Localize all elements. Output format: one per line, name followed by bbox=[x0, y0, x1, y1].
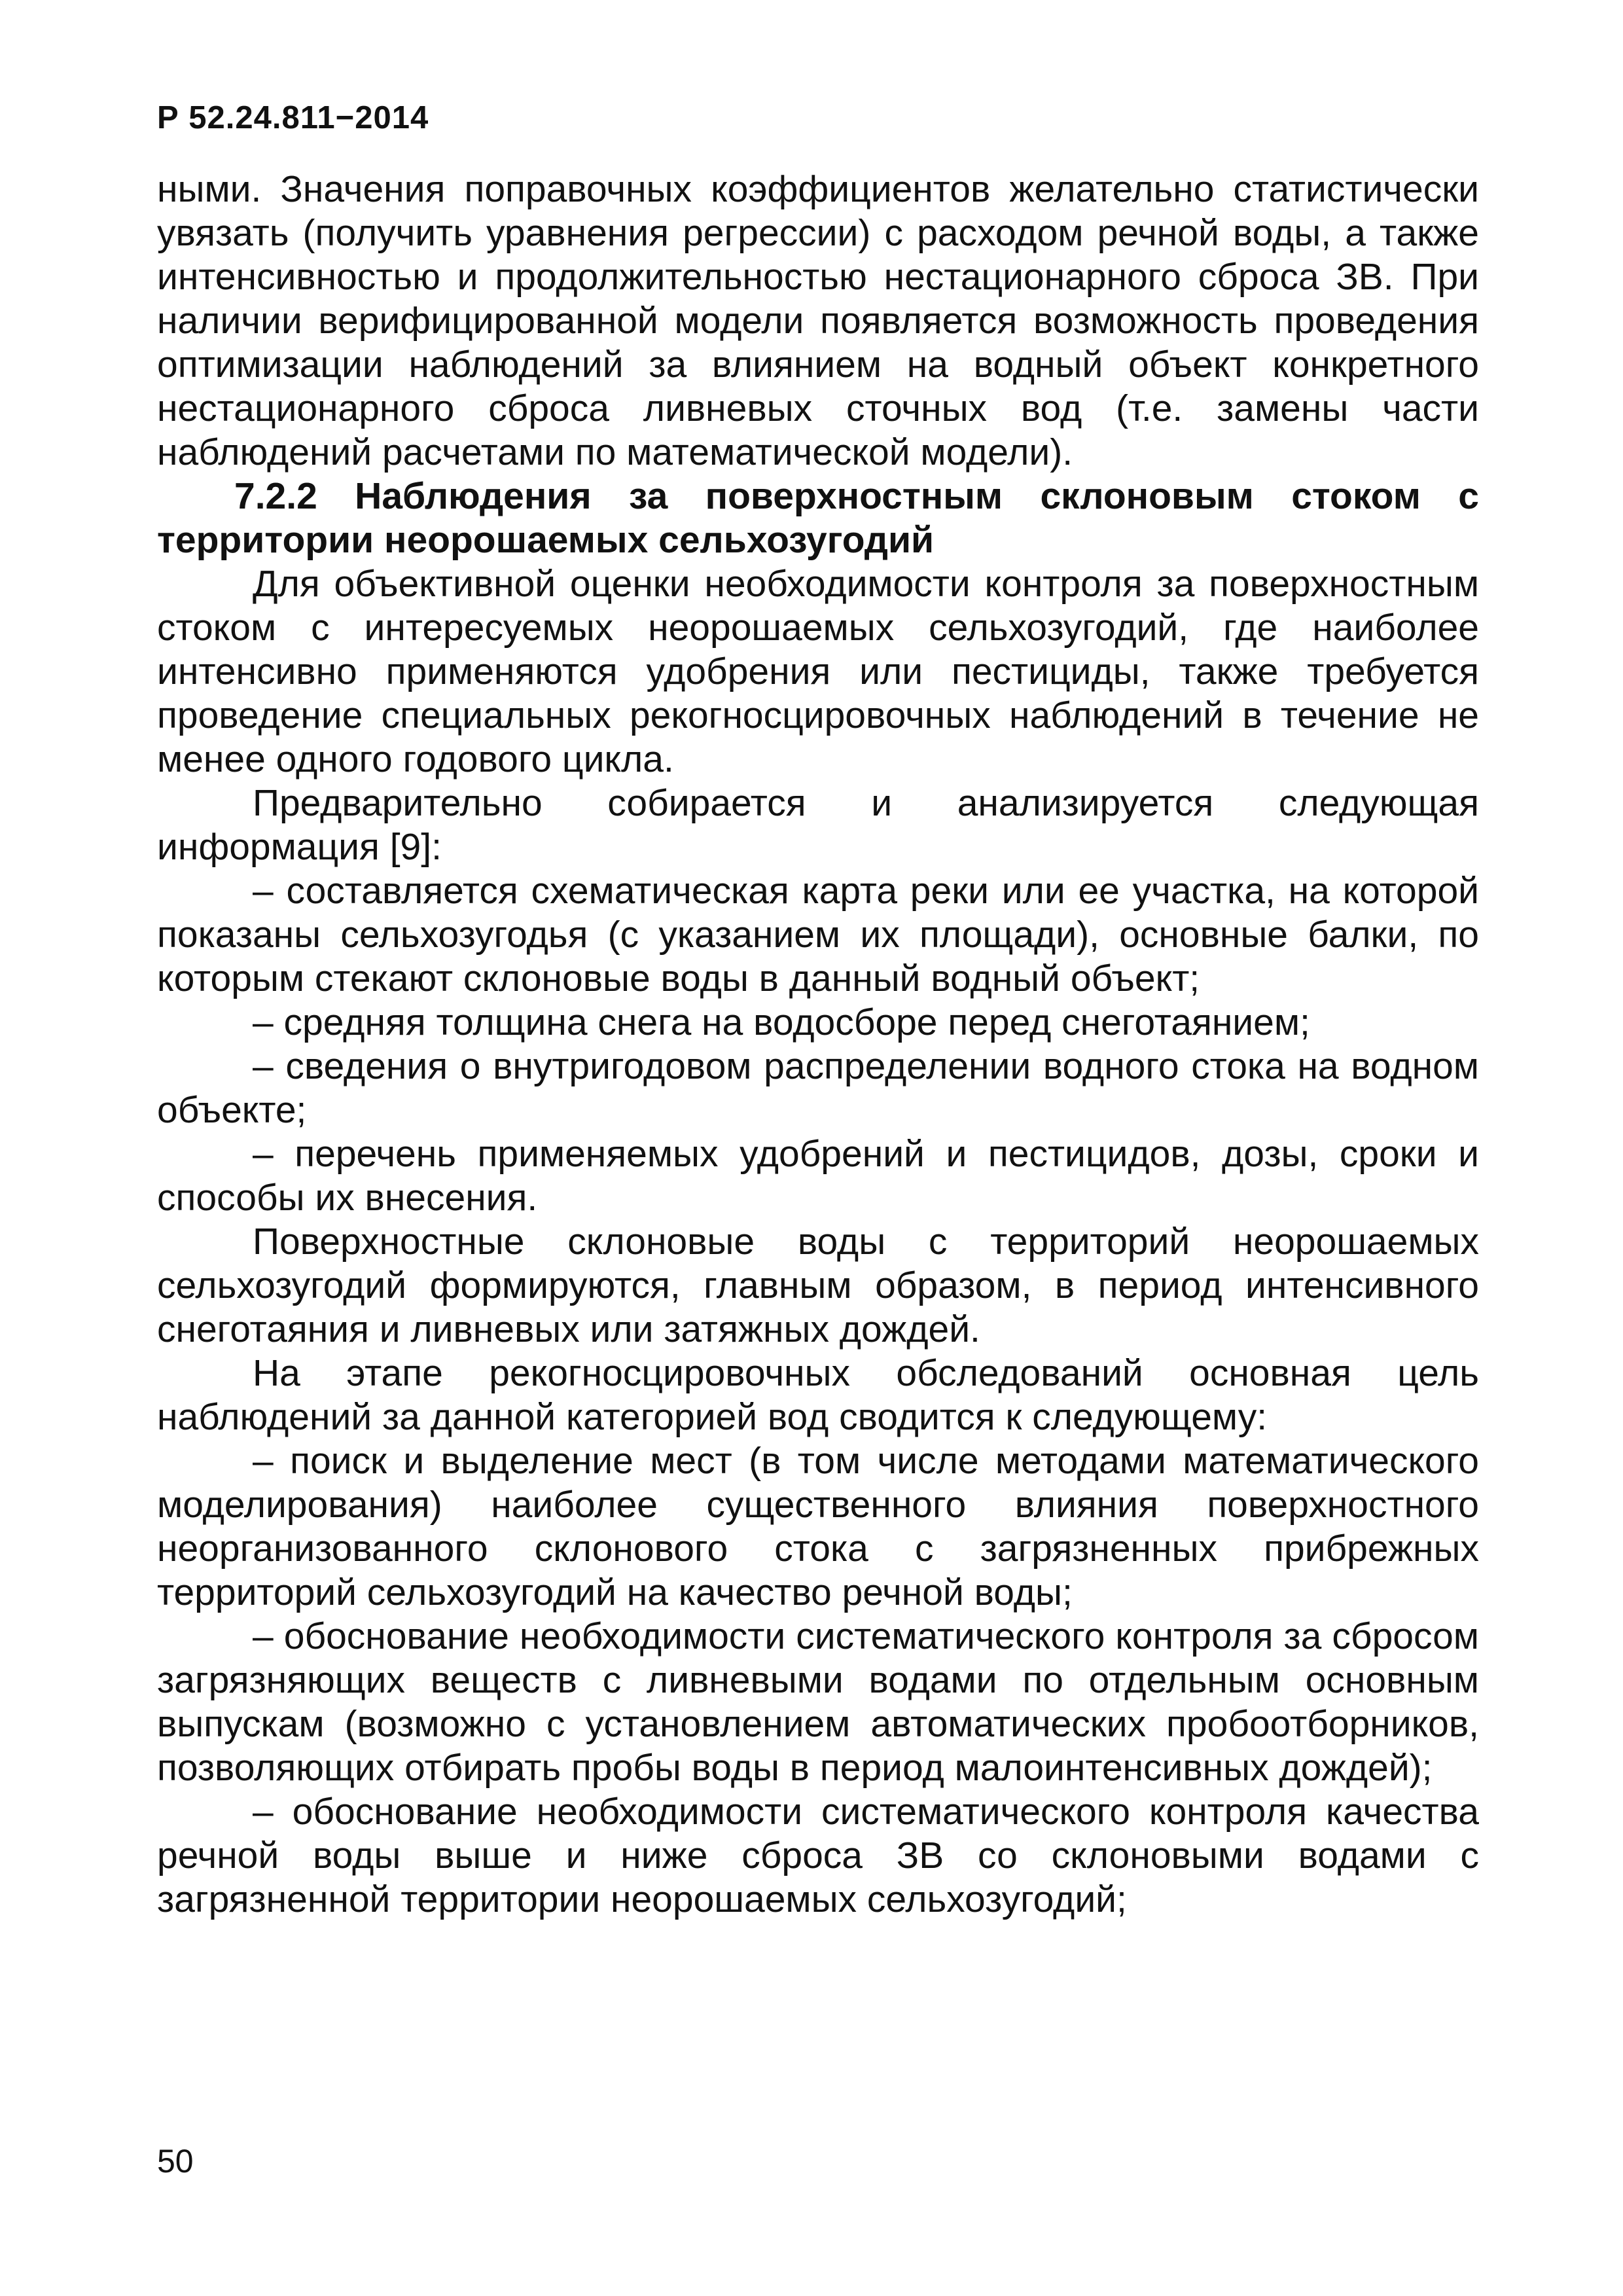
list-item-snow-depth: – средняя толщина снега на водосборе перед снеготаянием; bbox=[253, 1001, 1310, 1043]
paragraph-surface-waters: Поверхностные склоновые воды с территорий неорошаемых сельхозугодий формируются, главным образом, в период интенсивного снеготаяния и ливневых или затяжных дождей. bbox=[157, 1221, 1479, 1350]
list-item-schematic-map: – составляется схематическая карта реки или ее участка, на которой показаны сельхозугодья (с указанием их площади), основные балки, по которым стекают склоновые воды в данный водный объект; bbox=[157, 870, 1479, 999]
page-number: 50 bbox=[157, 2143, 194, 2179]
paragraph-survey-goal: На этапе рекогносцировочных обследований основная цель наблюдений за данной категорией вод сводится к следующему: bbox=[157, 1352, 1479, 1438]
list-item-search-locations: – поиск и выделение мест (в том числе методами математического моделирования) наиболее существенного влияния поверхностного неорганизованного склонового стока с загрязненных прибрежных территорий сельхозугодий на качество речной воды; bbox=[157, 1440, 1479, 1613]
intro-paragraph: ными. Значения поправочных коэффициентов желательно статистически увязать (получить уравнения регрессии) с расходом речной воды, а также интенсивностью и продолжительностью нестационарного сброса ЗВ. При наличии верифицированной модели появляется возможность проведения оптимизации наблюдений за влиянием на водный объект конкретного нестационарного сброса ливневых сточных вод (т.е. замены части наблюдений расчетами по математической модели). bbox=[157, 168, 1479, 473]
page-body bbox=[157, 168, 1479, 1922]
list-item-outlet-control: – обоснование необходимости систематического контроля за сбросом загрязняющих веществ с ливневыми водами по отдельным основным выпускам (возможно с установлением автоматических пробоотборников, позволяющих отбирать пробы воды в период малоинтенсивных дождей); bbox=[157, 1615, 1479, 1789]
paragraph-info-intro: Предварительно собирается и анализируется следующая информация [9]: bbox=[157, 782, 1479, 868]
document-code-header: Р 52.24.811−2014 bbox=[157, 100, 429, 135]
list-item-runoff-distribution: – сведения о внутригодовом распределении водного стока на водном объекте; bbox=[157, 1045, 1479, 1131]
paragraph-assessment: Для объективной оценки необходимости контроля за поверхностным стоком с интересуемых неорошаемых сельхозугодий, где наиболее интенсивно применяются удобрения или пестициды, также требуется проведение специальных рекогносцировочных наблюдений в течение не менее одного годового цикла. bbox=[157, 563, 1479, 780]
list-item-fertilizers: – перечень применяемых удобрений и пестицидов, дозы, сроки и способы их внесения. bbox=[157, 1133, 1479, 1219]
section-heading: 7.2.2 Наблюдения за поверхностным склоновым стоком с территории неорошаемых сельхозугодий bbox=[157, 475, 1479, 561]
list-item-river-quality-control: – обоснование необходимости систематического контроля качества речной воды выше и ниже сброса ЗВ со склоновыми водами с загрязненной территории неорошаемых сельхозугодий; bbox=[157, 1791, 1479, 1920]
